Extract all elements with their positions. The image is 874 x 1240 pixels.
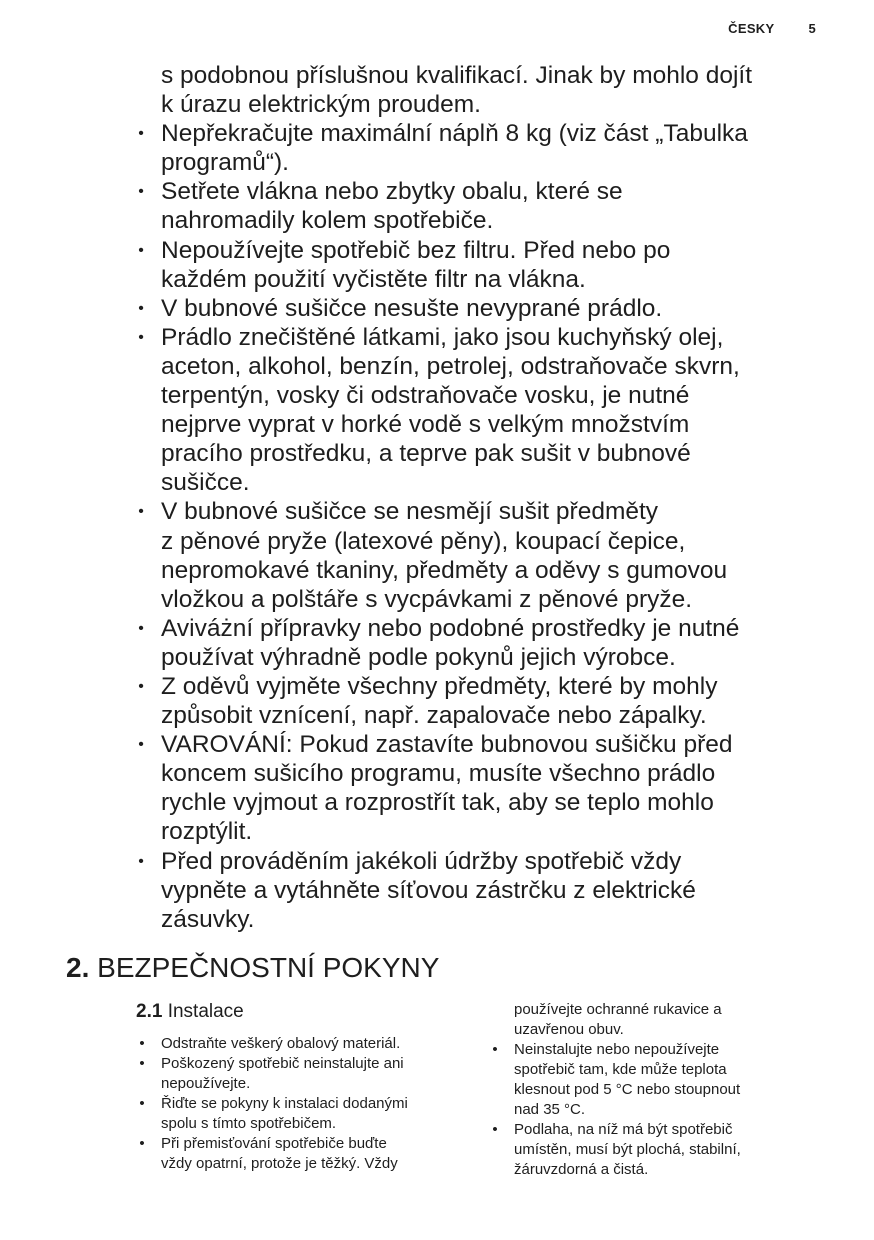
text-line: z pěnové pryže (latexové pěny), koupací čepice,: [161, 527, 686, 555]
text-line: nad 35 °C.: [514, 1101, 586, 1118]
bullet-marker: •: [492, 1121, 498, 1138]
left-column: [136, 1000, 466, 1174]
list-item: [134, 614, 834, 672]
text-line: s podobnou příslušnou kvalifikací. Jinak by mohlo dojít: [161, 62, 753, 89]
bullet-marker: •: [139, 1035, 145, 1052]
section-number: 2.: [66, 952, 90, 983]
text-line: klesnout pod 5 °C nebo stoupnout: [514, 1081, 741, 1098]
list-item: [136, 1094, 466, 1134]
section-heading: [66, 951, 439, 985]
text-line: každém použití vyčistěte filtr na vlákna.: [161, 265, 586, 293]
text-line: používejte ochranné rukavice a: [514, 1001, 722, 1018]
list-item: [489, 1120, 809, 1180]
list-item: [136, 1134, 466, 1174]
subsection-title: Instalace: [167, 1001, 244, 1022]
list-item: [134, 497, 834, 613]
list-item: [134, 119, 834, 177]
text-line: nepromokavé tkaniny, předměty a oděvy s gumovou: [161, 556, 728, 584]
installation-list-left: [136, 1034, 466, 1174]
subsection-heading: [136, 1000, 466, 1024]
bullet-marker: •: [138, 852, 144, 870]
text-line: VAROVÁNÍ: Pokud zastavíte bubnovou sušičku před: [161, 731, 733, 759]
text-line: Aviváżní přípravky nebo podobné prostředky je nutné: [161, 614, 740, 642]
bullet-marker: •: [138, 241, 144, 259]
text-line: Při přemisťování spotřebiče buďte: [161, 1135, 387, 1152]
list-item: [134, 847, 834, 934]
bullet-marker: •: [139, 1095, 145, 1112]
text-line: rychle vyjmout a rozprostřít tak, aby se teplo mohlo: [161, 789, 714, 817]
list-item: [134, 294, 834, 323]
page-number: 5: [808, 21, 816, 36]
text-line: Nepřekračujte maximální náplň 8 kg (viz část „Tabulka: [161, 120, 748, 148]
installation-list-continuation: [489, 1000, 809, 1040]
text-line: zásuvky.: [161, 905, 255, 933]
text-line: Odstraňte veškerý obalový materiál.: [161, 1035, 401, 1052]
section-title: BEZPEČNOSTNÍ POKYNY: [97, 952, 440, 983]
text-line: Setřete vlákna nebo zbytky obalu, které se: [161, 178, 623, 206]
text-line: aceton, alkohol, benzín, petrolej, odstraňovače skvrn,: [161, 352, 740, 380]
text-line: spolu s tímto spotřebičem.: [161, 1115, 337, 1132]
list-item: [136, 1054, 466, 1094]
list-item: [134, 730, 834, 846]
text-line: Prádlo znečištěné látkami, jako jsou kuchyňský olej,: [161, 323, 724, 351]
text-line: pracího prostředku, a teprve pak sušit v bubnové: [161, 440, 691, 468]
text-line: způsobit vznícení, např. zapalovače nebo zápalky.: [161, 702, 707, 730]
bullet-marker: •: [138, 125, 144, 143]
text-line: žáruvzdorná a čistá.: [514, 1161, 649, 1178]
continued-text: [134, 61, 834, 119]
text-line: Nepoužívejte spotřebič bez filtru. Před nebo po: [161, 236, 671, 264]
text-line: používat výhradně podle pokynů jejich výrobce.: [161, 643, 676, 671]
bullet-marker: •: [138, 299, 144, 317]
text-line: sušičce.: [161, 469, 250, 497]
text-line: Podlaha, na níž má být spotřebič: [514, 1121, 733, 1138]
text-line: Před prováděním jakékoli údržby spotřebič vždy: [161, 847, 682, 875]
text-line: programů“).: [161, 149, 289, 177]
list-item: [489, 1040, 809, 1120]
text-line: umístěn, musí být plochá, stabilní,: [514, 1141, 741, 1158]
subsection-number: 2.1: [136, 1001, 163, 1022]
bullet-marker: •: [139, 1135, 145, 1152]
bullet-marker: •: [138, 503, 144, 521]
text-line: spotřebič tam, kde může teplota: [514, 1061, 727, 1078]
list-item: [134, 672, 834, 730]
list-item: [134, 177, 834, 235]
text-line: vždy opatrní, protože je těžký. Vždy: [161, 1155, 398, 1172]
text-line: uzavřenou obuv.: [514, 1021, 624, 1038]
text-line: Poškozený spotřebič neinstalujte ani: [161, 1055, 404, 1072]
installation-list-right: [489, 1040, 809, 1180]
language-label: ČESKY: [728, 21, 775, 36]
text-line: terpentýn, vosky či odstraňovače vosku, je nutné: [161, 382, 690, 410]
text-line: V bubnové sušičce nesušte nevyprané prádlo.: [161, 294, 663, 322]
text-line: Řiďte se pokyny k instalaci dodanými: [161, 1095, 408, 1112]
bullet-marker: •: [138, 328, 144, 346]
text-line: rozptýlit.: [161, 818, 253, 846]
text-line: Neinstalujte nebo nepoužívejte: [514, 1041, 720, 1058]
bullet-marker: •: [138, 736, 144, 754]
page-header: [728, 21, 816, 36]
bullet-marker: •: [138, 677, 144, 695]
text-line: k úrazu elektrickým proudem.: [161, 91, 481, 119]
text-line: nepoužívejte.: [161, 1075, 251, 1092]
list-item: [134, 323, 834, 498]
safety-list: [134, 61, 834, 934]
bullet-marker: •: [138, 183, 144, 201]
bullet-marker: •: [492, 1041, 498, 1058]
text-line: Z oděvů vyjměte všechny předměty, které by mohly: [161, 672, 718, 700]
text-line: V bubnové sušičce se nesmějí sušit předměty: [161, 498, 659, 526]
text-line: vypněte a vytáhněte síťovou zástrčku z elektrické: [161, 876, 696, 904]
right-column: [489, 1000, 809, 1180]
list-item: [134, 236, 834, 294]
bullet-marker: •: [138, 619, 144, 637]
text-line: koncem sušicího programu, musíte všechno prádlo: [161, 760, 716, 788]
text-line: vložkou a polštáře s vycpávkami z pěnové pryže.: [161, 585, 693, 613]
text-line: nejprve vyprat v horké vodě s velkým množstvím: [161, 411, 690, 439]
text-line: nahromadily kolem spotřebiče.: [161, 207, 494, 235]
bullet-marker: •: [139, 1055, 145, 1072]
list-item: [136, 1034, 466, 1054]
